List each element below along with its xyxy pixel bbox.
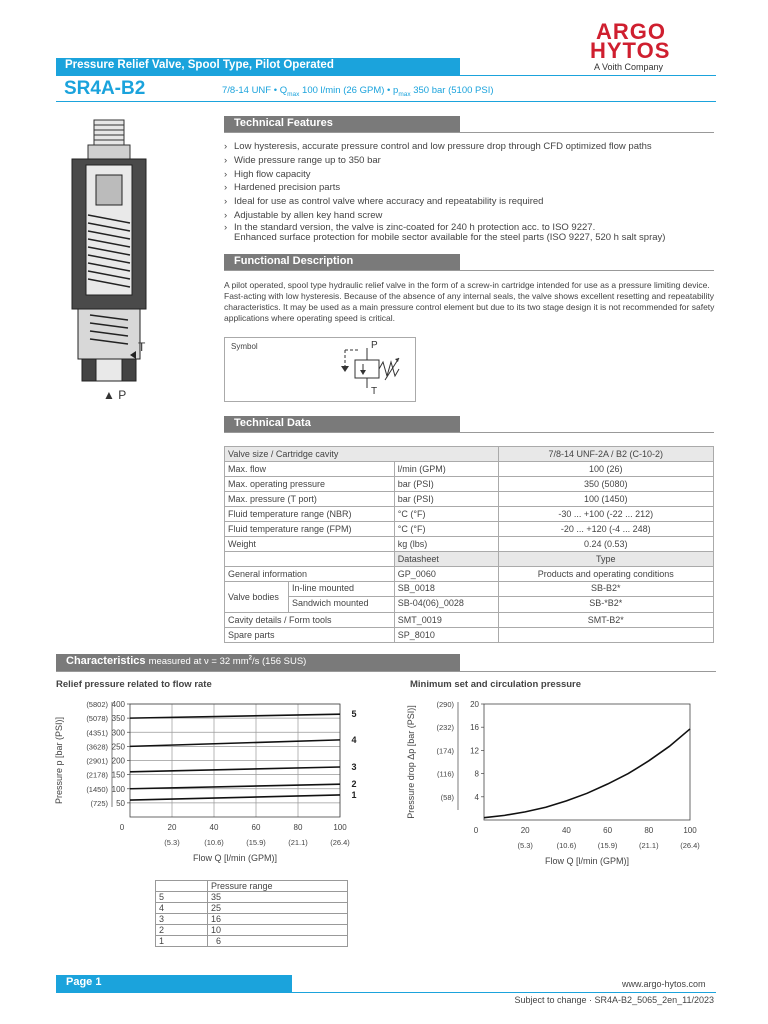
y-tick-label: 250: [111, 742, 125, 752]
y-axis-label: Pressure p [bar (PSI)]: [54, 716, 64, 805]
table-row: [225, 582, 714, 613]
pressure-range-table: [155, 880, 348, 947]
brand-subtitle: A Voith Company: [594, 62, 664, 72]
table-cell: Weight: [225, 537, 395, 552]
feature-item: › Hardened precision parts: [224, 181, 714, 195]
y-tick-label: 150: [111, 770, 125, 780]
plot-frame: [484, 704, 690, 820]
y-tick-label: 4: [474, 792, 479, 802]
table-row: [225, 462, 714, 477]
x-tick-secondary-label: (21.1): [288, 838, 308, 847]
technical-data-table: [224, 446, 714, 643]
characteristics-note: measured at ν = 32 mm: [148, 656, 249, 667]
y-tick-secondary-label: (4351): [86, 728, 108, 738]
valve-bodies-label: Valve bodies: [225, 582, 289, 612]
feature-line-2: Enhanced surface protection for mobile sector available for the steel parts (ISO 9227, 520 h salt spray): [234, 232, 666, 244]
table-cell: -30 ... +100 (-22 ... 212): [498, 507, 713, 522]
table-cell: Valve size / Cartridge cavity: [225, 447, 499, 462]
table-row: [225, 613, 714, 628]
table-row: [225, 477, 714, 492]
min-pressure-chart: [400, 690, 720, 870]
table-row: [156, 925, 348, 936]
x-tick-label: 100: [333, 823, 347, 832]
x-tick-secondary-label: (15.9): [246, 838, 266, 847]
table-cell: 3: [156, 914, 208, 925]
table-row: [156, 914, 348, 925]
series-label: 3: [351, 761, 357, 772]
x-tick-secondary-label: (26.4): [330, 838, 350, 847]
table-cell: Max. pressure (T port): [225, 492, 395, 507]
characteristics-title: Characteristics: [66, 655, 146, 667]
document-reference: Subject to change · SR4A-B2_5065_2en_11/2023: [514, 995, 714, 1005]
sb-0028: SB-04(06)_0028: [397, 598, 464, 608]
symbol-label: Symbol: [231, 342, 258, 351]
model-rule: [56, 101, 716, 102]
series-label: 5: [351, 709, 357, 720]
table-cell: Spare parts: [225, 628, 395, 643]
x-tick-label: 40: [561, 826, 571, 835]
table-cell: 2: [156, 925, 208, 936]
table-row: [156, 903, 348, 914]
table-row: [156, 936, 348, 947]
table-cell: Max. flow: [225, 462, 395, 477]
table-cell: 16: [208, 914, 348, 925]
table-row: [225, 447, 714, 462]
x-tick-label: 100: [683, 826, 697, 835]
symbol-box: [224, 337, 416, 402]
table-cell: Max. operating pressure: [225, 477, 395, 492]
table-row: [225, 628, 714, 643]
x-tick-secondary-label: (26.4): [680, 841, 700, 850]
table-cell: [156, 881, 208, 892]
symbol-t-label: T: [371, 386, 378, 397]
section-characteristics: [56, 654, 460, 671]
sandwich-mounted-label: Sandwich mounted: [292, 598, 369, 608]
page-number-bar: Page 1: [56, 975, 292, 992]
y-tick-label: 350: [111, 714, 125, 724]
spec-p-sub: max: [398, 90, 411, 98]
chart2-title: Minimum set and circulation pressure: [410, 679, 582, 690]
x-tick-secondary-label: (5.3): [164, 838, 180, 847]
y-tick-label: 50: [116, 798, 125, 808]
header-rule: [56, 75, 716, 76]
table-cell: GP_0060: [394, 567, 498, 582]
footer-rule: [56, 992, 716, 993]
table-cell: 100 (26): [498, 462, 713, 477]
y-tick-label: 200: [111, 756, 125, 766]
series-label: 1: [351, 789, 357, 800]
feature-item: › Low hysteresis, accurate pressure control and low pressure drop through CFD optimized flow paths: [224, 140, 714, 154]
x-tick-label: 40: [209, 823, 219, 832]
table-row: [225, 552, 714, 567]
website-link[interactable]: www.argo-hytos.com: [622, 979, 706, 989]
inline-mounted-label: In-line mounted: [289, 582, 394, 597]
section-technical-features: Technical Features: [224, 116, 460, 132]
table-cell: bar (PSI): [394, 492, 498, 507]
feature-line: In the standard version, the valve is zinc-coated for 240 h protection acc. to ISO 9227.: [234, 221, 596, 233]
y-tick-secondary-label: (3628): [86, 742, 108, 752]
series-line: [130, 784, 340, 789]
feature-item: › Adjustable by allen key hand screw: [224, 209, 714, 223]
table-cell: °C (°F): [394, 522, 498, 537]
table-cell: 7/8-14 UNF-2A / B2 (C-10-2): [498, 447, 713, 462]
model-spec: [222, 85, 494, 98]
table-cell: l/min (GPM): [394, 462, 498, 477]
x-tick-label: 20: [520, 826, 530, 835]
spec-q-symbol: Q: [279, 85, 288, 96]
table-cell: General information: [225, 567, 395, 582]
y-tick-label: 400: [111, 700, 125, 709]
port-t-label: T: [138, 340, 146, 354]
spec-q-sub: max: [287, 90, 300, 98]
y-tick-label: 100: [111, 784, 125, 794]
y-tick-label: 20: [470, 700, 479, 709]
series-label: 4: [351, 734, 357, 745]
series-line: [130, 795, 340, 800]
table-row: [225, 537, 714, 552]
characteristics-note-tail: /s (156 SUS): [251, 656, 307, 667]
table-row: [225, 567, 714, 582]
table-cell: SP_8010: [394, 628, 498, 643]
table-cell: Cavity details / Form tools: [225, 613, 395, 628]
table-cell: [498, 582, 713, 613]
x-tick-label: 80: [644, 826, 654, 835]
table-row: [225, 522, 714, 537]
feature-item: [224, 223, 714, 244]
x-tick-label: 80: [293, 823, 303, 832]
table-cell: [498, 628, 713, 643]
feature-item: › Wide pressure range up to 350 bar: [224, 154, 714, 168]
spec-bullet: •: [273, 85, 278, 96]
spec-p-symbol: p: [393, 85, 399, 96]
section-functional-description: Functional Description: [224, 254, 460, 270]
section-technical-data: Technical Data: [224, 416, 460, 432]
table-cell: Datasheet: [394, 552, 498, 567]
table-cell: 35: [208, 892, 348, 903]
feature-item: › High flow capacity: [224, 168, 714, 182]
x-tick-secondary-label: (10.6): [556, 841, 577, 850]
table-cell: SMT_0019: [394, 613, 498, 628]
series-label: 2: [351, 779, 357, 790]
sb-b2-type: SB-B2*: [499, 582, 713, 597]
series-line: [130, 740, 340, 746]
table-cell: Fluid temperature range (NBR): [225, 507, 395, 522]
table-cell: 1: [156, 936, 208, 947]
table-cell: [394, 582, 498, 613]
x-axis-label: Flow Q [l/min (GPM)]: [544, 856, 630, 866]
x-axis-label: Flow Q [l/min (GPM)]: [192, 853, 278, 863]
features-list: [224, 140, 714, 244]
relief-pressure-chart: [40, 690, 370, 870]
series-line: [130, 714, 340, 718]
table-cell: Products and operating conditions: [498, 567, 713, 582]
x-tick-label: 0: [473, 826, 479, 835]
spec-p-value: 350 bar (5100 PSI): [413, 85, 494, 96]
spec-bullet-2: •: [387, 85, 391, 96]
table-cell: Fluid temperature range (FPM): [225, 522, 395, 537]
table-cell: [225, 582, 395, 613]
y-tick-secondary-label: (232): [436, 723, 454, 733]
symbol-p-label: P: [371, 340, 378, 351]
x-tick-secondary-label: (10.6): [204, 838, 224, 847]
functional-text: A pilot operated, spool type hydraulic relief valve in the form of a screw-in cartridge intended for use as a pressure limiting device. Fast-acting with low hysteresis. Because of the absence of any internal seals, the valve shows excellent resetting and repeatability characteristics. It may be used as a main pressure control element but due to its two stage design it is not recommended for safety applications where operating speed is critical.: [224, 280, 715, 323]
series-line: [130, 767, 340, 772]
table-cell: 10: [208, 925, 348, 936]
table-cell: °C (°F): [394, 507, 498, 522]
x-tick-secondary-label: (5.3): [517, 841, 533, 850]
table-cell: [225, 552, 395, 567]
y-tick-secondary-label: (1450): [86, 784, 108, 794]
table-cell: Pressure range: [208, 881, 348, 892]
sb-star-b2-type: SB-*B2*: [589, 598, 623, 608]
brand-line2: HYTOS: [590, 38, 671, 63]
x-tick-label: 60: [251, 823, 261, 832]
section-rule: [224, 132, 714, 133]
table-cell: bar (PSI): [394, 477, 498, 492]
sb-0018: SB_0018: [395, 582, 498, 597]
category-bar: Pressure Relief Valve, Spool Type, Pilot Operated: [56, 58, 460, 75]
model-title: SR4A-B2: [64, 78, 146, 99]
section-rule: [224, 270, 714, 271]
table-cell: Type: [498, 552, 713, 567]
table-row: [156, 881, 348, 892]
y-tick-secondary-label: (5078): [86, 714, 108, 724]
x-tick-label: 60: [603, 826, 613, 835]
section-rule: [224, 432, 714, 433]
y-tick-secondary-label: (116): [437, 769, 454, 779]
characteristics-note-sup: 2: [248, 655, 252, 662]
chart1-title: Relief pressure related to flow rate: [56, 679, 212, 690]
y-tick-secondary-label: (58): [440, 792, 454, 802]
x-tick-label: 0: [119, 823, 125, 832]
range-value: 6: [216, 936, 222, 946]
y-tick-label: 8: [474, 769, 479, 779]
spec-thread: 7/8-14 UNF: [222, 85, 272, 96]
y-tick-secondary-label: (290): [436, 700, 454, 709]
table-cell: SMT-B2*: [498, 613, 713, 628]
y-tick-secondary-label: (5802): [86, 700, 108, 709]
section-rule: [56, 671, 716, 672]
brand-logo: [590, 19, 720, 63]
x-tick-secondary-label: (15.9): [597, 841, 618, 850]
y-tick-secondary-label: (174): [436, 746, 454, 756]
table-cell: 100 (1450): [498, 492, 713, 507]
y-tick-secondary-label: (725): [90, 798, 108, 808]
port-p-label: ▲ P: [103, 388, 127, 402]
y-axis-label: Pressure drop Δp [bar (PSI)]: [406, 705, 416, 819]
y-tick-label: 12: [470, 746, 479, 756]
x-tick-secondary-label: (21.1): [639, 841, 659, 850]
table-cell: 350 (5080): [498, 477, 713, 492]
table-cell: 25: [208, 903, 348, 914]
table-cell: 4: [156, 903, 208, 914]
y-tick-secondary-label: (2178): [86, 770, 108, 780]
spec-q-value: 100 l/min (26 GPM): [302, 85, 385, 96]
brand-line1: ARGO: [596, 19, 666, 44]
table-row: [225, 492, 714, 507]
series-line: [484, 729, 690, 818]
table-cell: 5: [156, 892, 208, 903]
y-tick-label: 300: [111, 728, 125, 738]
x-tick-label: 20: [167, 823, 177, 832]
table-cell: kg (lbs): [394, 537, 498, 552]
feature-item: › Ideal for use as control valve where accuracy and repeatability is required: [224, 195, 714, 209]
table-cell: [208, 936, 348, 947]
table-row: [225, 507, 714, 522]
y-tick-secondary-label: (2901): [86, 756, 108, 766]
table-cell: 0.24 (0.53): [498, 537, 713, 552]
y-tick-label: 16: [470, 723, 479, 733]
table-row: [156, 892, 348, 903]
table-cell: -20 ... +120 (-4 ... 248): [498, 522, 713, 537]
